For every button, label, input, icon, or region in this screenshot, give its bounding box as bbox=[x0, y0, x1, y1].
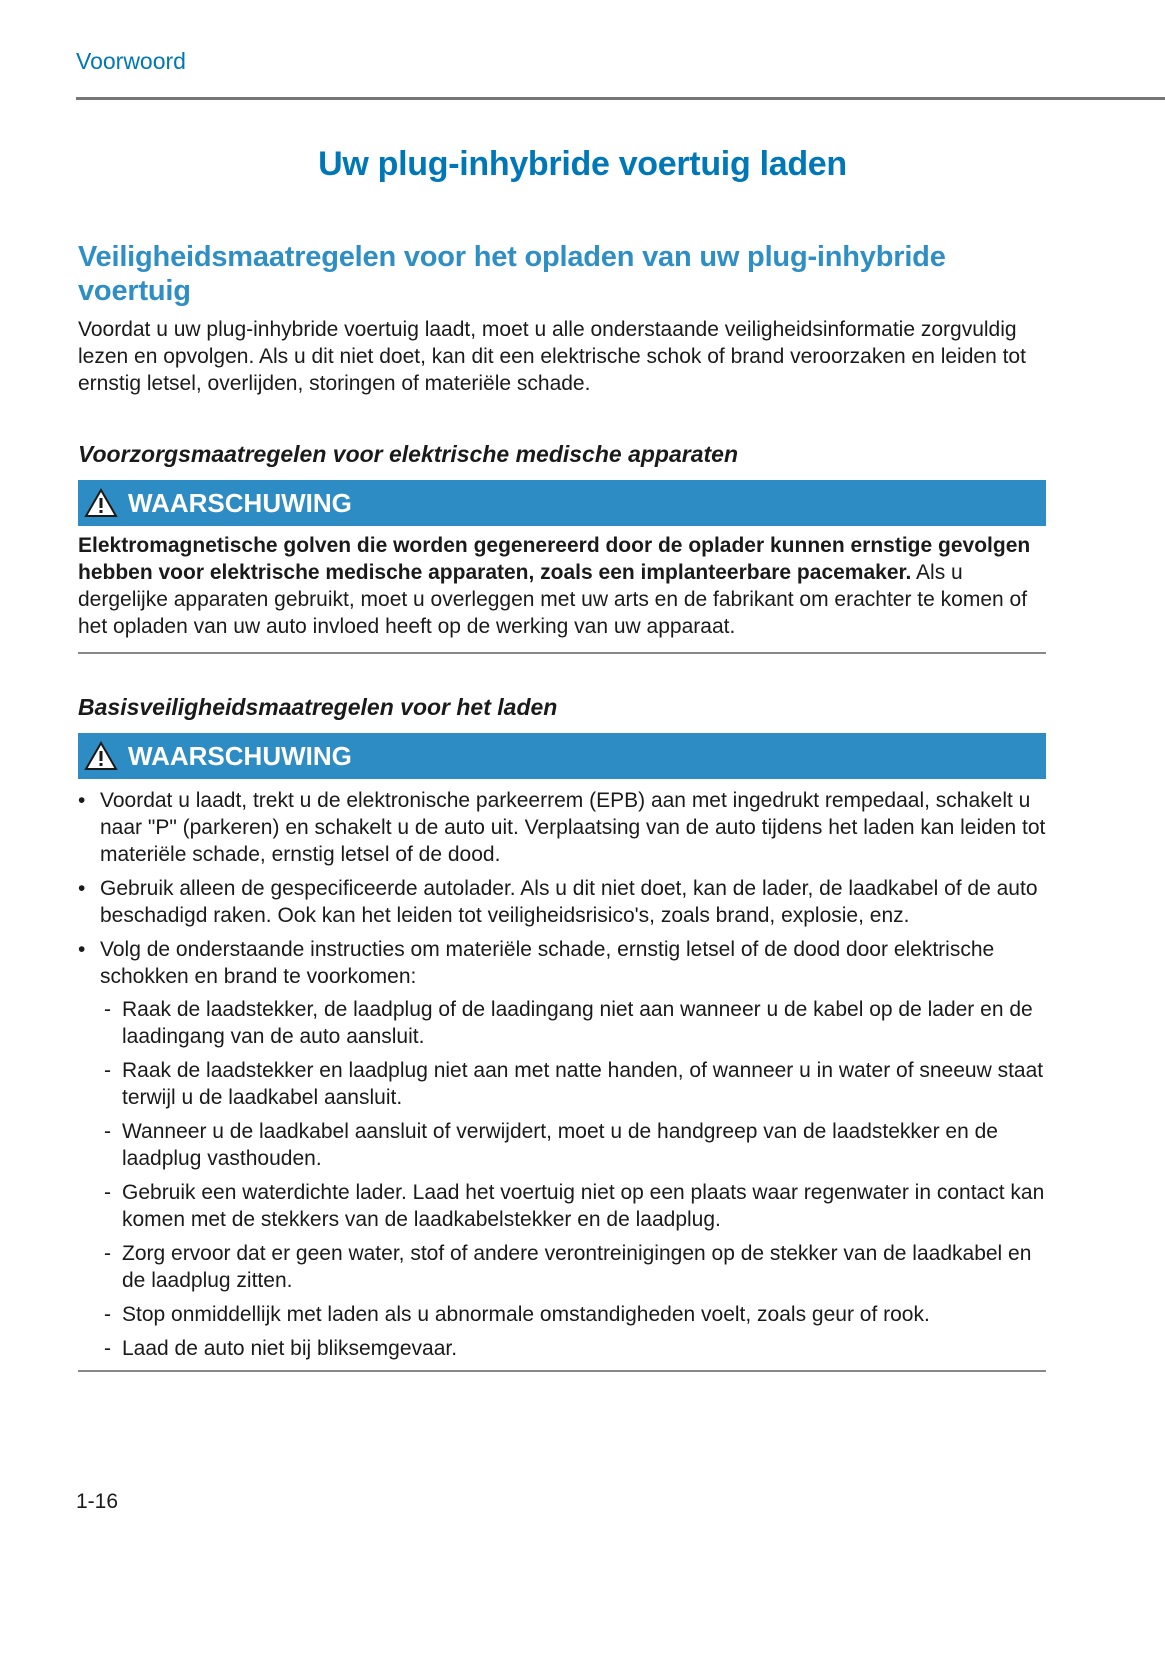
sub-item: - Wanneer u de laadkabel aansluit of verwijdert, moet u de handgreep van de laadstekker en de laadplug vasthouden. bbox=[100, 1118, 1046, 1172]
page-content bbox=[78, 240, 1046, 1372]
sub-item: - Laad de auto niet bij bliksemgevaar. bbox=[100, 1335, 1046, 1362]
sub-item: - Zorg ervoor dat er geen water, stof of andere verontreinigingen op de stekker van de laadkabel en de laadplug zitten. bbox=[100, 1240, 1046, 1294]
bullet-item-text: Volg de onderstaande instructies om materiële schade, ernstig letsel of de dood door elektrische schokken en brand te voorkomen: bbox=[100, 938, 995, 988]
warning-triangle-icon bbox=[84, 741, 118, 771]
warning-label: WAARSCHUWING bbox=[128, 487, 352, 518]
medical-subheading: Voorzorgsmaatregelen voor elektrische medische apparaten bbox=[78, 441, 739, 467]
sub-item: - Gebruik een waterdichte lader. Laad het voertuig niet op een plaats waar regenwater in contact kan komen met de stekkers van de laadkabelstekker en de laadplug. bbox=[100, 1179, 1046, 1233]
intro-paragraph: Voordat u uw plug-inhybride voertuig laadt, moet u alle onderstaande veiligheidsinformatie zorgvuldig lezen en opvolgen. Als u dit niet doet, kan dit een elektrische schok of brand veroorzaken en leiden tot ernstig letsel, overlijden, storingen of materiële schade. bbox=[78, 318, 1026, 395]
page-number: 1-16 bbox=[76, 1490, 119, 1513]
bullet-item: • Gebruik alleen de gespecificeerde autolader. Als u dit niet doet, kan de lader, de laadkabel of de auto beschadigd raken. Ook kan het leiden tot veiligheidsrisico's, zoals brand, explosie, enz. bbox=[78, 875, 1046, 929]
sub-item: - Stop onmiddellijk met laden als u abnormale omstandigheden voelt, zoals geur of rook. bbox=[100, 1301, 1046, 1328]
medical-warning-bold: Elektromagnetische golven die worden gegenereerd door de oplader kunnen ernstige gevolgen hebben voor elektrische medische apparaten, zoals een implanteerbare pacemaker. bbox=[78, 534, 1031, 584]
sub-item: - Raak de laadstekker en laadplug niet aan met natte handen, of wanneer u in water of sneeuw staat terwijl u de laadkabel aansluit. bbox=[100, 1057, 1046, 1111]
section-title: Veiligheidsmaatregelen voor het opladen van uw plug-inhybride voertuig bbox=[78, 241, 946, 307]
bullet-item bbox=[78, 936, 1046, 1362]
header-divider bbox=[76, 97, 1165, 100]
instruction-sublist bbox=[100, 996, 1046, 1362]
basic-subheading: Basisveiligheidsmaatregelen voor het laden bbox=[78, 694, 558, 720]
section-divider bbox=[78, 652, 1046, 654]
warning-banner-medical bbox=[78, 480, 1046, 526]
page-title: Uw plug-inhybride voertuig laden bbox=[318, 145, 847, 183]
bullet-item: • Voordat u laadt, trekt u de elektronische parkeerrem (EPB) aan met ingedrukt rempedaal, schakelt u naar "P" (parkeren) en schakelt u de auto uit. Verplaatsing van de auto tijdens het laden kan leiden tot materiële schade, ernstig letsel of de dood. bbox=[78, 787, 1046, 868]
safety-bullet-list bbox=[78, 787, 1046, 1362]
warning-banner-basic bbox=[78, 733, 1046, 779]
warning-label: WAARSCHUWING bbox=[128, 740, 352, 771]
chapter-label: Voorwoord bbox=[76, 48, 186, 74]
medical-warning-normal: Als u dergelijke apparaten gebruikt, moet u overleggen met uw arts en de fabrikant om erachter te komen of het opladen van uw auto invloed heeft op de werking van uw apparaat. bbox=[78, 561, 1028, 638]
section-divider bbox=[78, 1370, 1046, 1372]
warning-triangle-icon bbox=[84, 488, 118, 518]
medical-warning-text bbox=[78, 532, 1046, 640]
sub-item: - Raak de laadstekker, de laadplug of de laadingang niet aan wanneer u de kabel op de lader en de laadingang van de auto aansluit. bbox=[100, 996, 1046, 1050]
